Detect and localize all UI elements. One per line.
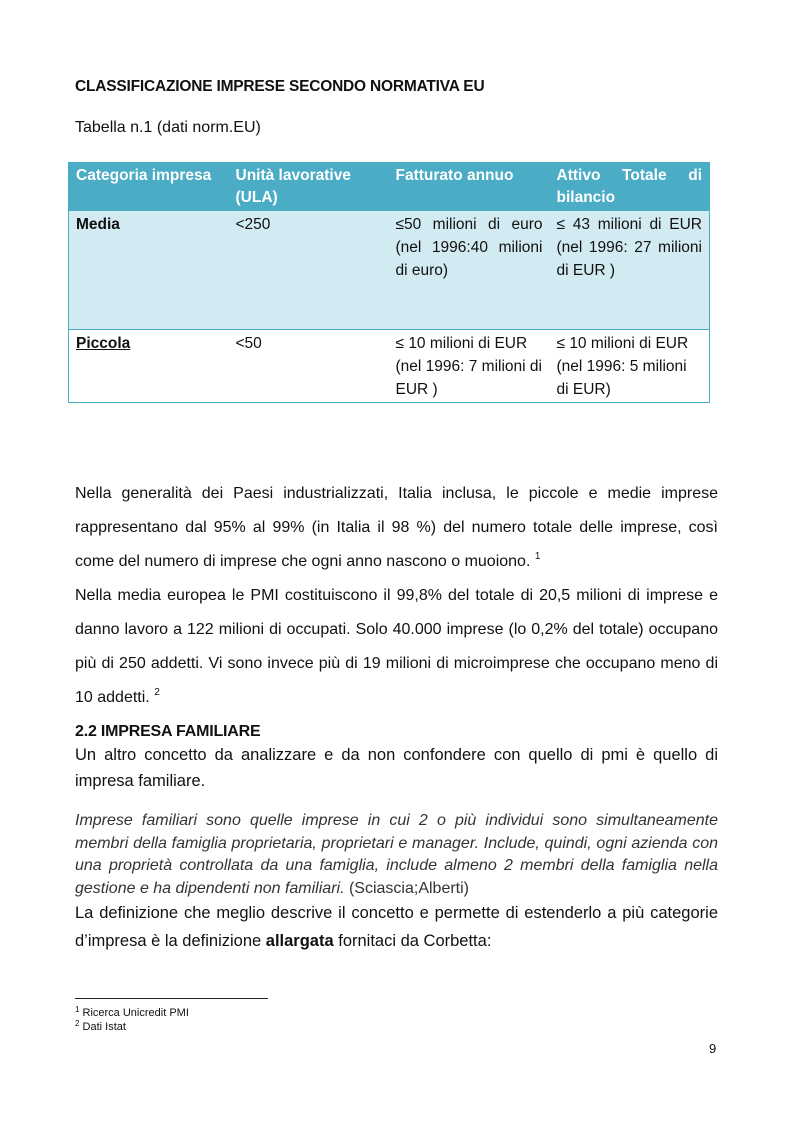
quote-text: Imprese familiari sono quelle imprese in cui 2 o più individui sono simultaneamente membri della famiglia proprietaria, proprietari e manager. Include, quindi, ogni azienda con una proprietà controllata da una famiglia, include almeno 2 membri della famiglia nella gestione e ha dipendenti non familiari. [75, 812, 718, 897]
paragraph-text: Nella generalità dei Paesi industrializzati, Italia inclusa, le piccole e medie imprese rappresentano dal 95% al 99% (in Italia il 98 %) del numero totale delle imprese, così come del numero di imprese che ogni anno nascono o muoiono. [75, 485, 718, 570]
paragraph-text: Nella media europea le PMI costituiscono il 99,8% del totale di 20,5 milioni di imprese e danno lavoro a 122 milioni di occupati. Solo 40.000 imprese (lo 0,2% del totale) occupano più di 250 addetti. Vi sono invece più di 19 milioni di microimprese che occupano meno di 10 addetti. [75, 587, 718, 706]
footnote-ref: 1 [534, 551, 541, 562]
cell-ula: <250 [229, 211, 389, 330]
cell-fatturato: ≤ 10 milioni di EUR (nel 1996: 7 milioni di EUR ) [389, 330, 550, 403]
cell-attivo: ≤ 43 milioni di EUR (nel 1996: 27 milioni di EUR ) [550, 211, 710, 330]
footnote [75, 1020, 189, 1034]
cell-ula: <50 [229, 330, 389, 403]
footnote [75, 1006, 189, 1020]
definition-paragraph [75, 899, 718, 955]
footnote-text: Dati Istat [82, 1021, 126, 1033]
footnote-text: Ricerca Unicredit PMI [82, 1007, 189, 1019]
paragraph-pmi-europe [75, 579, 718, 715]
section-intro: Un altro concetto da analizzare e da non confondere con quello di pmi è quello di impresa familiare. [75, 746, 718, 790]
paragraph-pmi-share [75, 477, 718, 579]
quote-source: (Sciascia;Alberti) [348, 879, 469, 897]
family-business-definition [75, 810, 718, 900]
section-heading: 2.2 IMPRESA FAMILIARE [75, 723, 261, 740]
footnotes [75, 1006, 189, 1034]
classification-table [68, 162, 710, 403]
header-fatturato: Fatturato annuo [389, 163, 550, 211]
table-header-row [69, 163, 710, 211]
cell-categoria: Piccola [69, 330, 229, 403]
page-title: CLASSIFICAZIONE IMPRESE SECONDO NORMATIVA EU [75, 78, 485, 95]
header-categoria: Categoria impresa [69, 163, 229, 211]
cell-categoria: Media [69, 211, 229, 330]
table-row [69, 211, 710, 330]
definition-bold: allargata [265, 932, 334, 950]
footnote-separator [75, 998, 268, 999]
definition-text: La definizione che meglio descrive il concetto e permette di estenderlo a più categorie d’impresa è la definizione [75, 904, 718, 950]
cell-fatturato: ≤50 milioni di euro (nel 1996:40 milioni di euro) [389, 211, 550, 330]
table-caption: Tabella n.1 (dati norm.EU) [75, 119, 261, 136]
table-row [69, 330, 710, 403]
footnote-number: 2 [75, 1019, 80, 1028]
page-number: 9 [709, 1041, 717, 1056]
header-attivo: Attivo Totale di bilancio [550, 163, 710, 211]
footnote-number: 1 [75, 1005, 80, 1014]
definition-text-end: fornitaci da Corbetta: [333, 932, 492, 950]
footnote-ref: 2 [154, 687, 160, 698]
header-ula: Unità lavorative (ULA) [229, 163, 389, 211]
cell-attivo: ≤ 10 milioni di EUR (nel 1996: 5 milioni di EUR) [550, 330, 710, 403]
